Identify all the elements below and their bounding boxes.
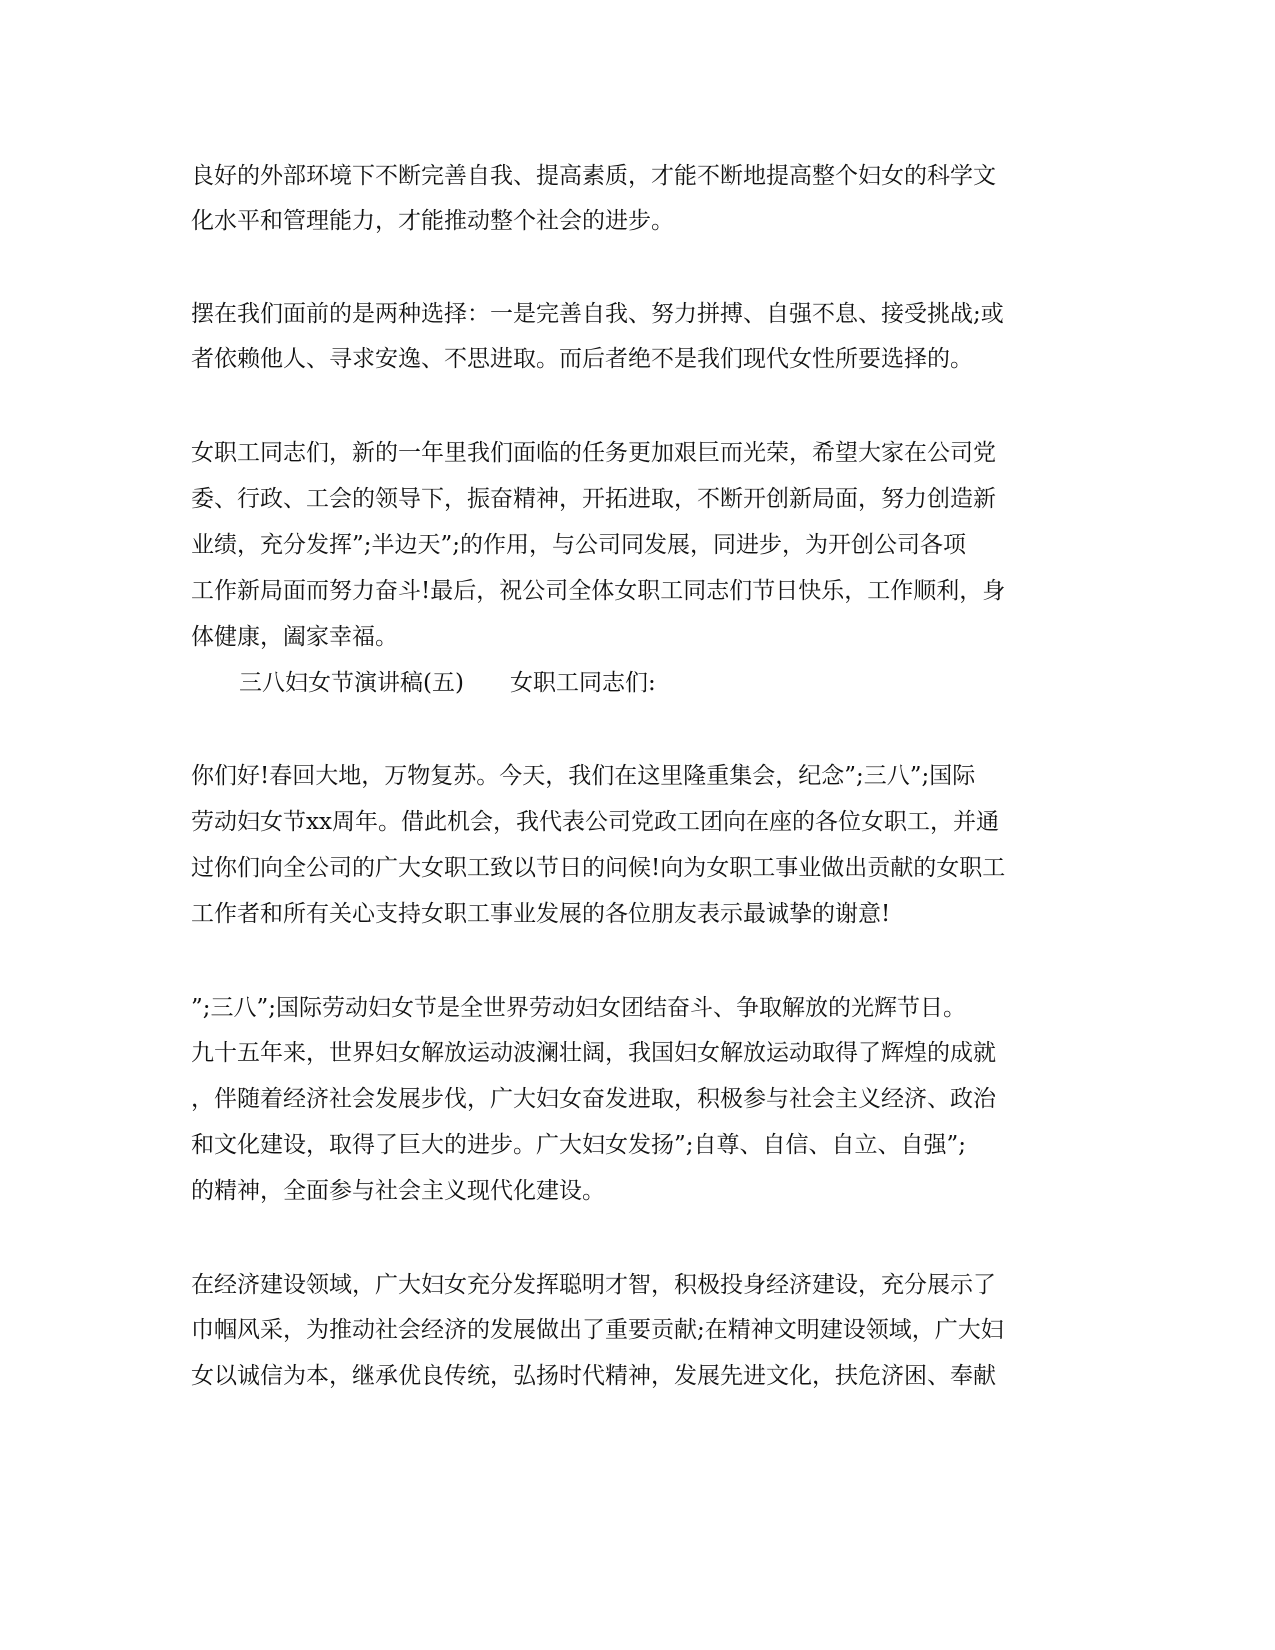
paragraph-line: ”;三八”;国际劳动妇女节是全世界劳动妇女团结奋斗、争取解放的光辉节日。 [191, 995, 967, 1021]
paragraph-line: 巾帼风采，为推动社会经济的发展做出了重要贡献;在精神文明建设领域，广大妇 [191, 1317, 1004, 1343]
paragraph-line: 业绩，充分发挥”;半边天”;的作用，与公司同发展，同进步，为开创公司各项 [191, 532, 967, 558]
paragraph-line: 九十五年来，世界妇女解放运动波澜壮阔，我国妇女解放运动取得了辉煌的成就 [191, 1040, 996, 1066]
paragraph-line: 和文化建设，取得了巨大的进步。广大妇女发扬”;自尊、自信、自立、自强”; [191, 1132, 967, 1158]
paragraph-line: 体健康，阖家幸福。 [191, 624, 398, 650]
paragraph-line: 过你们向全公司的广大女职工致以节日的问候!向为女职工事业做出贡献的女职工 [191, 855, 1006, 881]
paragraph-line: 工作新局面而努力奋斗!最后，祝公司全体女职工同志们节日快乐，工作顺利，身 [191, 578, 1006, 604]
paragraph-line: 你们好!春回大地，万物复苏。今天，我们在这里隆重集会，纪念”;三八”;国际 [191, 763, 976, 789]
section-heading: 三八妇女节演讲稿(五) 女职工同志们: [239, 670, 656, 696]
paragraph-line: 化水平和管理能力，才能推动整个社会的进步。 [191, 208, 674, 234]
paragraph-line: 女以诚信为本，继承优良传统，弘扬时代精神，发展先进文化，扶危济困、奉献 [191, 1363, 996, 1389]
paragraph-line: 工作者和所有关心支持女职工事业发展的各位朋友表示最诚挚的谢意! [191, 901, 891, 927]
paragraph-line: 在经济建设领域，广大妇女充分发挥聪明才智，积极投身经济建设，充分展示了 [191, 1272, 996, 1298]
paragraph-line: 委、行政、工会的领导下，振奋精神，开拓进取，不断开创新局面，努力创造新 [191, 486, 996, 512]
paragraph-line: 者依赖他人、寻求安逸、不思进取。而后者绝不是我们现代女性所要选择的。 [191, 346, 973, 372]
paragraph-line: 劳动妇女节xx周年。借此机会，我代表公司党政工团向在座的各位女职工，并通 [191, 809, 999, 835]
paragraph-line: 良好的外部环境下不断完善自我、提高素质，才能不断地提高整个妇女的科学文 [191, 163, 996, 189]
paragraph-line: 的精神，全面参与社会主义现代化建设。 [191, 1178, 605, 1204]
paragraph-line: ，伴随着经济社会发展步伐，广大妇女奋发进取，积极参与社会主义经济、政治 [191, 1086, 996, 1112]
paragraph-line: 摆在我们面前的是两种选择：一是完善自我、努力拼搏、自强不息、接受挑战;或 [191, 301, 1004, 327]
paragraph-line: 女职工同志们，新的一年里我们面临的任务更加艰巨而光荣，希望大家在公司党 [191, 440, 996, 466]
